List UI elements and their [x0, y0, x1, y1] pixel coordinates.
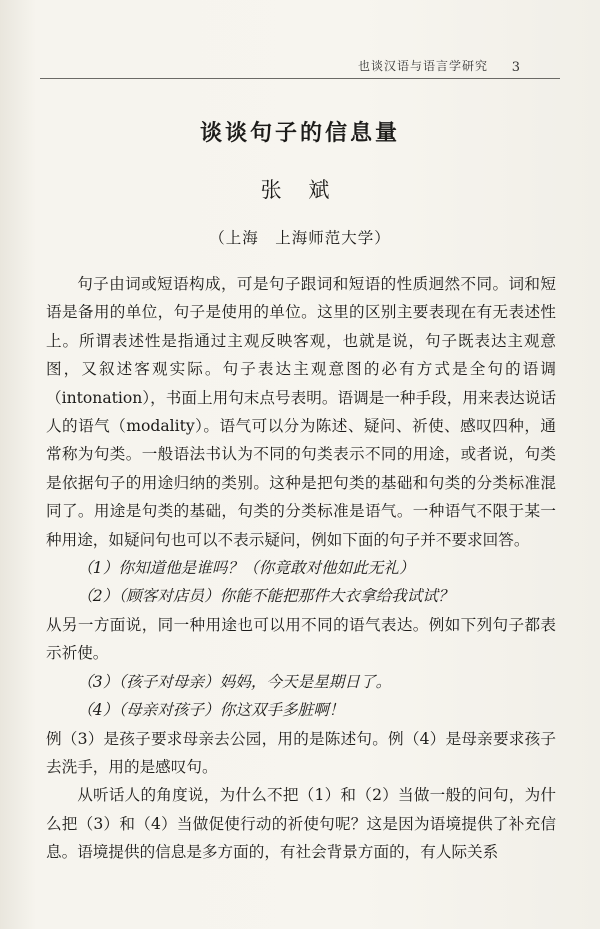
example-sentence-3: （3）（孩子对母亲）妈妈，今天是星期日了。: [77, 672, 392, 691]
paragraph-intro: 句子由词或短语构成，可是句子跟词和短语的性质迥然不同。词和短语是备用的单位，句子是使用的单位。这里的区别主要表现在有无表述性上。所谓表述性是指通过主观反映客观，也就是说，句子既表达主观意图，又叙述客观实际。句子表达主观意图的必有方式是全句的语调（intonation），书面上用句末点号表明。语调是一种手段，用来表达说话人的语气（modality）。语气可以分为陈述、疑问、祈使、感叹四种，通常称为句类。一般语法书认为不同的句类表示不同的用途，或者说，句类是依据句子的用途归纳的类别。这种是把句类的基础和句类的分类标准混同了。用途是句类的基础，句类的分类标准是语气。一种语气不限于某一种用途，如疑问句也可以不表示疑问，例如下面的句子并不要求回答。: [46, 275, 556, 549]
paragraph-listener-perspective: 从听话人的角度说，为什么不把（1）和（2）当做一般的问句，为什么把（3）和（4）当做促使行动的祈使句呢？这是因为语境提供了补充信息。语境提供的信息是多方面的，有社会背景方面的，有人际关系: [46, 786, 556, 862]
paragraph-another-aspect: 从另一方面说，同一种用途也可以用不同的语气表达。例如下列句子都表示祈使。: [46, 615, 556, 663]
page-number: 3: [511, 60, 520, 75]
example-sentence-2: （2）（顾客对店员）你能不能把那件大衣拿给我试试？: [77, 587, 454, 606]
running-header: [40, 52, 560, 79]
article-title: 谈谈句子的信息量: [199, 120, 400, 146]
example-sentence-4: （4）（母亲对孩子）你这双手多脏啊！: [77, 701, 345, 720]
example-sentence-1: （1）你知道他是谁吗？（你竟敢对他如此无礼）: [77, 559, 415, 578]
paragraph-example-explanation: 例（3）是孩子要求母亲去公园，用的是陈述句。例（4）是母亲要求孩子去洗手，用的是感叹句。: [46, 729, 556, 776]
running-header-title: 也谈汉语与语言学研究: [357, 59, 488, 73]
article-author: 张 斌: [260, 178, 340, 202]
author-affiliation: （上海 上海师范大学）: [209, 229, 391, 247]
article-body: [46, 270, 556, 867]
